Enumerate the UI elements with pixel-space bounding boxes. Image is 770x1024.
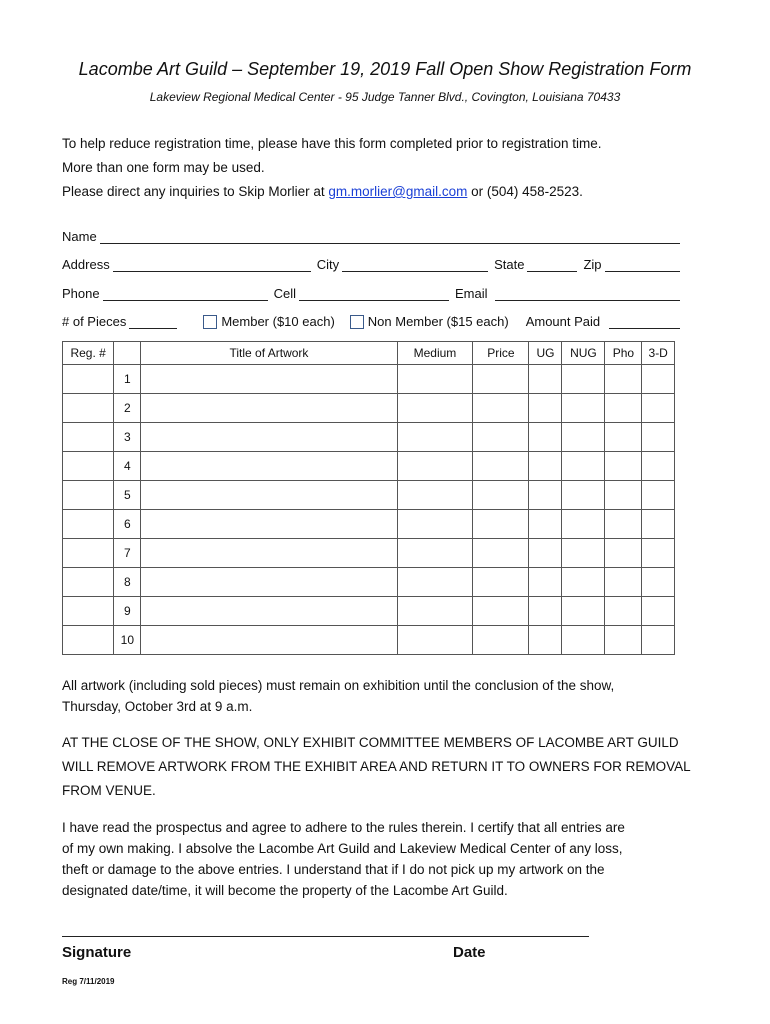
row-number: 8 (114, 568, 141, 597)
removal-line-2: WILL REMOVE ARTWORK FROM THE EXHIBIT AREA AND RETURN IT TO OWNERS FOR REMOVAL (62, 759, 691, 774)
name-label: Name (62, 229, 97, 244)
phone-text: or (504) 458-2523. (467, 184, 583, 199)
table-cell[interactable] (397, 539, 473, 568)
removal-line-3: FROM VENUE. (62, 783, 156, 798)
table-cell[interactable] (473, 452, 529, 481)
certification-line-2: of my own making. I absolve the Lacombe Art Guild and Lakeview Medical Center of any loss, (62, 841, 623, 856)
phone-label: Phone (62, 286, 100, 301)
table-cell[interactable] (605, 510, 642, 539)
col-3d: 3-D (642, 342, 675, 365)
table-cell[interactable] (63, 510, 114, 539)
table-cell[interactable] (642, 510, 675, 539)
table-header-row (63, 342, 675, 365)
table-cell[interactable] (562, 481, 605, 510)
table-cell[interactable] (63, 626, 114, 655)
col-reg: Reg. # (63, 342, 114, 365)
city-field[interactable] (342, 258, 488, 272)
amount-paid-field[interactable] (609, 315, 680, 329)
amount-paid-label: Amount Paid (525, 314, 601, 329)
state-label: State (494, 257, 525, 272)
table-cell[interactable] (141, 394, 397, 423)
table-cell[interactable] (397, 481, 473, 510)
table-cell[interactable] (529, 452, 562, 481)
name-field[interactable] (100, 230, 680, 244)
col-medium: Medium (397, 342, 473, 365)
intro-line-2: More than one form may be used. (62, 160, 265, 175)
table-row (63, 481, 675, 510)
row-number: 5 (114, 481, 141, 510)
row-number: 10 (114, 626, 141, 655)
table-cell[interactable] (63, 481, 114, 510)
exhibition-line-1: All artwork (including sold pieces) must remain on exhibition until the conclusion of the show, (62, 678, 615, 693)
cell-field[interactable] (299, 287, 449, 301)
table-cell[interactable] (642, 394, 675, 423)
certification-line-3: theft or damage to the above entries. I understand that if I do not pick up my artwork on the (62, 862, 605, 877)
table-cell[interactable] (141, 626, 397, 655)
table-cell[interactable] (141, 423, 397, 452)
table-cell[interactable] (529, 481, 562, 510)
table-cell[interactable] (63, 452, 114, 481)
table-cell[interactable] (397, 597, 473, 626)
table-cell[interactable] (642, 626, 675, 655)
exhibition-line-2: Thursday, October 3rd at 9 a.m. (62, 699, 253, 714)
col-title: Title of Artwork (141, 342, 397, 365)
row-number: 2 (114, 394, 141, 423)
table-cell[interactable] (397, 365, 473, 394)
table-cell[interactable] (562, 539, 605, 568)
table-cell[interactable] (141, 510, 397, 539)
table-cell[interactable] (529, 626, 562, 655)
table-cell[interactable] (605, 568, 642, 597)
table-cell[interactable] (473, 510, 529, 539)
state-field[interactable] (527, 258, 577, 272)
table-cell[interactable] (397, 423, 473, 452)
col-price: Price (473, 342, 529, 365)
signature-label: Signature (62, 944, 132, 961)
row-number: 4 (114, 452, 141, 481)
member-label: Member ($10 each) (221, 314, 335, 329)
table-cell[interactable] (397, 568, 473, 597)
table-cell[interactable] (473, 568, 529, 597)
table-row (63, 539, 675, 568)
phone-field[interactable] (103, 287, 268, 301)
inquiry-text: Please direct any inquiries to Skip Morlier at (62, 184, 329, 199)
table-cell[interactable] (529, 394, 562, 423)
table-cell[interactable] (63, 394, 114, 423)
address-field[interactable] (113, 258, 311, 272)
removal-line-1: AT THE CLOSE OF THE SHOW, ONLY EXHIBIT COMMITTEE MEMBERS OF LACOMBE ART GUILD (62, 735, 679, 750)
table-cell[interactable] (562, 626, 605, 655)
signature-line[interactable] (62, 936, 589, 937)
table-cell[interactable] (529, 597, 562, 626)
table-cell[interactable] (605, 365, 642, 394)
table-cell[interactable] (473, 539, 529, 568)
table-cell[interactable] (529, 539, 562, 568)
table-cell[interactable] (141, 365, 397, 394)
revision-note: Reg 7/11/2019 (62, 977, 115, 986)
zip-label: Zip (583, 257, 602, 272)
table-cell[interactable] (562, 394, 605, 423)
phone-row (62, 286, 680, 301)
table-cell[interactable] (141, 568, 397, 597)
col-ug: UG (529, 342, 562, 365)
table-cell[interactable] (529, 423, 562, 452)
date-label: Date (453, 944, 486, 961)
table-cell[interactable] (63, 423, 114, 452)
table-cell[interactable] (63, 568, 114, 597)
table-cell[interactable] (642, 452, 675, 481)
address-row (62, 257, 680, 272)
table-row (63, 394, 675, 423)
table-cell[interactable] (562, 568, 605, 597)
non-member-checkbox[interactable] (350, 315, 364, 329)
table-cell[interactable] (605, 394, 642, 423)
table-cell[interactable] (473, 597, 529, 626)
table-cell[interactable] (605, 452, 642, 481)
table-cell[interactable] (473, 481, 529, 510)
row-number: 6 (114, 510, 141, 539)
email-field[interactable] (495, 287, 680, 301)
table-row (63, 568, 675, 597)
table-cell[interactable] (642, 568, 675, 597)
member-checkbox[interactable] (203, 315, 217, 329)
table-cell[interactable] (63, 597, 114, 626)
table-cell[interactable] (605, 626, 642, 655)
table-cell[interactable] (63, 365, 114, 394)
table-cell[interactable] (562, 452, 605, 481)
table-cell[interactable] (605, 597, 642, 626)
address-label: Address (62, 257, 110, 272)
venue-address: Lakeview Regional Medical Center - 95 Judge Tanner Blvd., Covington, Louisiana 70433 (149, 90, 621, 104)
form-title: Lacombe Art Guild – September 19, 2019 Fall Open Show Registration Form (78, 59, 692, 79)
table-cell[interactable] (397, 394, 473, 423)
removal-paragraph (62, 731, 702, 803)
table-cell[interactable] (397, 452, 473, 481)
pieces-label: # of Pieces (62, 314, 127, 329)
table-cell[interactable] (397, 626, 473, 655)
table-cell[interactable] (141, 597, 397, 626)
table-cell[interactable] (642, 365, 675, 394)
table-cell[interactable] (473, 626, 529, 655)
pieces-field[interactable] (129, 315, 177, 329)
table-cell[interactable] (642, 597, 675, 626)
table-row (63, 626, 675, 655)
cell-label: Cell (273, 286, 296, 301)
col-pho: Pho (605, 342, 642, 365)
table-cell[interactable] (529, 568, 562, 597)
table-cell[interactable] (473, 365, 529, 394)
row-number: 9 (114, 597, 141, 626)
row-number: 7 (114, 539, 141, 568)
row-number: 3 (114, 423, 141, 452)
table-cell[interactable] (141, 539, 397, 568)
col-nug: NUG (562, 342, 605, 365)
table-row (63, 597, 675, 626)
email-link[interactable]: gm.morlier@gmail.com (328, 184, 468, 199)
table-cell[interactable] (562, 365, 605, 394)
table-row (63, 452, 675, 481)
table-cell[interactable] (642, 423, 675, 452)
city-label: City (316, 257, 340, 272)
table-cell[interactable] (63, 539, 114, 568)
table-row (63, 510, 675, 539)
email-label: Email (455, 286, 488, 301)
table-cell[interactable] (605, 539, 642, 568)
table-cell[interactable] (562, 510, 605, 539)
table-cell[interactable] (141, 481, 397, 510)
table-row (63, 365, 675, 394)
pieces-row (62, 314, 680, 329)
table-cell[interactable] (141, 452, 397, 481)
certification-paragraph (62, 817, 702, 901)
zip-field[interactable] (605, 258, 680, 272)
artwork-table (62, 341, 675, 655)
col-index (114, 342, 141, 365)
exhibition-paragraph (62, 675, 702, 717)
table-cell[interactable] (397, 510, 473, 539)
table-cell[interactable] (605, 423, 642, 452)
table-cell[interactable] (529, 365, 562, 394)
table-cell[interactable] (529, 510, 562, 539)
certification-line-1: I have read the prospectus and agree to adhere to the rules therein. I certify that all entries are (62, 820, 625, 835)
intro-line-1: To help reduce registration time, please have this form completed prior to registration time. (62, 136, 602, 151)
intro-line-3 (62, 184, 583, 199)
table-cell[interactable] (642, 481, 675, 510)
table-cell[interactable] (562, 423, 605, 452)
table-cell[interactable] (605, 481, 642, 510)
table-cell[interactable] (642, 539, 675, 568)
name-row (62, 229, 680, 244)
table-cell[interactable] (562, 597, 605, 626)
row-number: 1 (114, 365, 141, 394)
table-cell[interactable] (473, 394, 529, 423)
non-member-label: Non Member ($15 each) (367, 314, 509, 329)
certification-line-4: designated date/time, it will become the property of the Lacombe Art Guild. (62, 883, 508, 898)
table-cell[interactable] (473, 423, 529, 452)
table-row (63, 423, 675, 452)
